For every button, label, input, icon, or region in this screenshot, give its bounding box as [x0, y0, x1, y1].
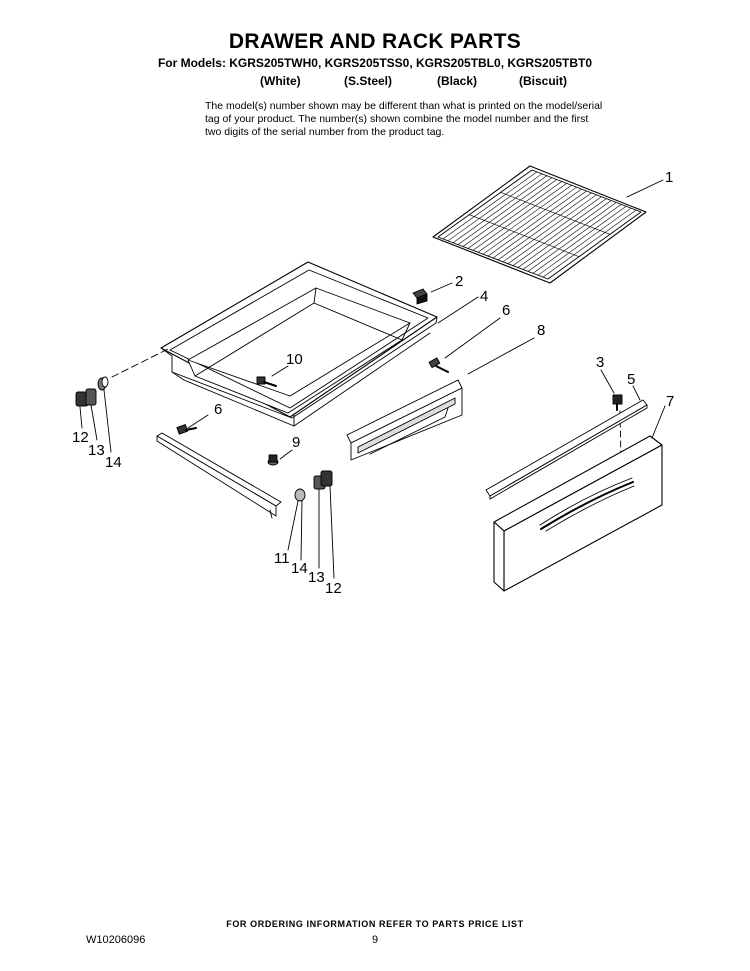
drawer-front-panel	[494, 436, 662, 591]
callout-5: 5	[627, 371, 636, 388]
callout-1: 1	[665, 169, 674, 186]
callout-4: 4	[480, 288, 489, 305]
screw-lower	[177, 425, 196, 435]
page-number: 9	[372, 934, 379, 946]
rear-bracket	[347, 380, 462, 460]
roller-assembly-right	[295, 471, 332, 501]
callout-14-right: 14	[291, 560, 308, 577]
callout-13-left: 13	[88, 442, 105, 459]
callout-2: 2	[455, 273, 464, 290]
callout-6: 6	[502, 302, 511, 319]
variant-steel: (S.Steel)	[344, 74, 393, 88]
variant-biscuit: (Biscuit)	[519, 74, 567, 88]
drawer-liner	[161, 262, 437, 426]
callout-12-left: 12	[72, 429, 89, 446]
callout-7: 7	[666, 393, 675, 410]
callout-12-right: 12	[325, 580, 342, 597]
screw-3	[613, 395, 622, 460]
variant-white: (White)	[260, 74, 301, 88]
callout-9: 9	[292, 434, 301, 451]
callout-14-left: 14	[105, 454, 122, 471]
models-line: For Models: KGRS205TWH0, KGRS205TSS0, KGRS205TBL0, KGRS205TBT0	[157, 56, 593, 70]
document-number: W10206096	[86, 934, 146, 946]
variant-black: (Black)	[437, 74, 478, 88]
callout-6-lower: 6	[214, 401, 223, 418]
oven-rack	[433, 166, 646, 283]
callout-13-right: 13	[308, 569, 325, 586]
page-title: DRAWER AND RACK PARTS	[228, 30, 522, 53]
callout-3: 3	[596, 354, 605, 371]
roller-assembly-left	[76, 349, 168, 406]
screw-upper	[429, 358, 448, 372]
model-number-note: The model(s) number shown may be different than what is printed on the model/serial tag of your product. The number(s) shown combine the model number and the first two digits of the serial number from the product tag.	[205, 100, 603, 138]
callout-11: 11	[274, 550, 290, 567]
rack-clip	[413, 289, 427, 304]
ordering-note: FOR ORDERING INFORMATION REFER TO PARTS PRICE LIST	[226, 919, 524, 929]
screw-9	[268, 455, 278, 465]
callout-8: 8	[537, 322, 546, 339]
drawer-slide-rail	[157, 433, 281, 518]
callout-10: 10	[286, 351, 303, 368]
